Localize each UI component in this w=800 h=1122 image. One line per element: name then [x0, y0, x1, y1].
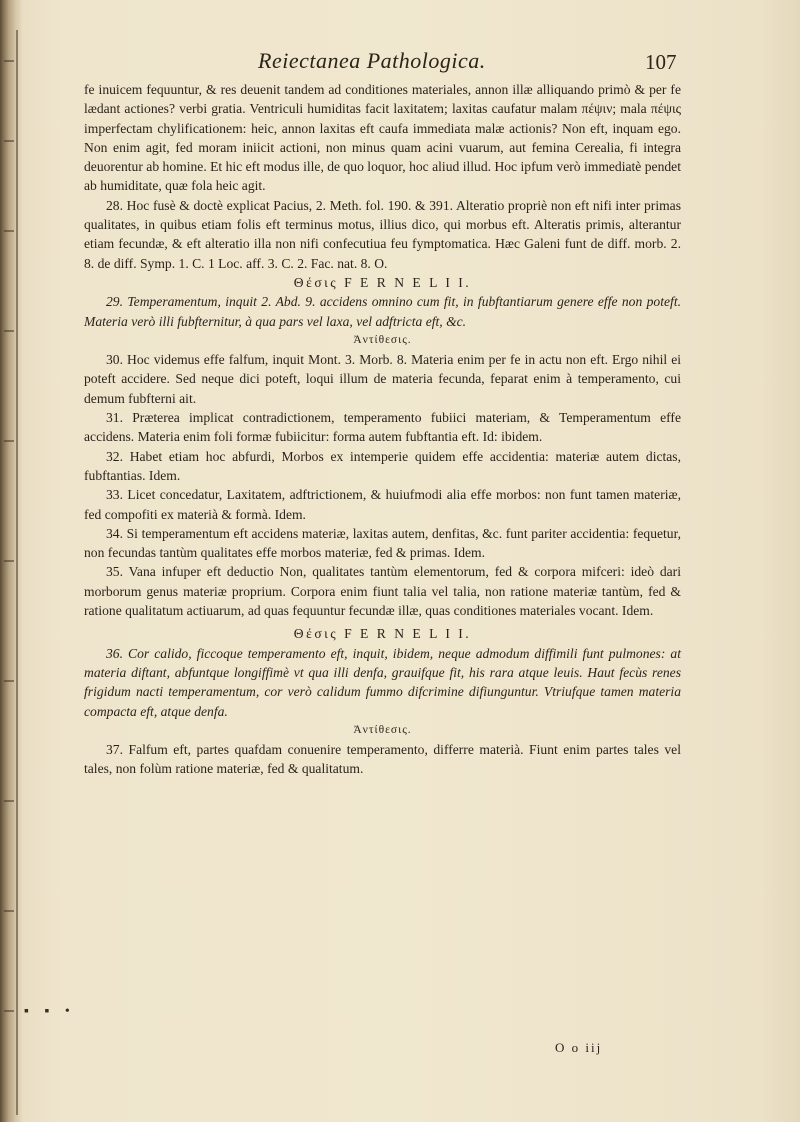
book-spine — [0, 0, 22, 1122]
catchword-signature: O o iij — [555, 1040, 603, 1055]
heading-antithesis-2: Ἀντίθεσις. — [353, 723, 412, 736]
paragraph-36: 36. Cor calido, ficcoque temperamento eft, inquit, ibidem, neque admodum diffimili funt pulmones: at materia diftant, abfuntque longiffimè vt qua illi denfa, grauifque fit, his rara atque leuis. Haut fecùs renes frigidum nacti temperamentum, cor verò calidum fummo difcrimine difiunguntur. Vtriufque tamen materia compacta eft, atque denfa. — [84, 645, 681, 719]
paragraph-31: 31. Præterea implicat contradictionem, temperamento fubiici materiam, & Temperamentum effe accidens. Materia enim foli formæ fubiicitur: forma autem fubftantia eft. Id: ibidem. — [84, 410, 681, 445]
paragraph-29: 29. Temperamentum, inquit 2. Abd. 9. accidens omnino cum fit, in fubftantiarum genere effe non poteft. Materia verò illi fubfternitur, à qua pars vel laxa, vel adftricta eft, &c. — [84, 294, 681, 329]
running-head: Reiectanea Pathologica. — [258, 48, 486, 73]
paragraph-intro: fe inuicem fequuntur, & res deuenit tandem ad conditiones materiales, annon illæ alliquando primò & per fe lædant actiones? verbi gratia. Ventriculi humiditas facit laxitatem; laxitas caufatur malam πέψιν; mala πέψις imperfectam chylificationem: heic, annon laxitas eft caufa immediata malæ actionis? Non eft, inquam ego. Non enim agit, fed moram iniicit actioni, non minus quam acini vuarum, aut femina Cerealia, fi integra deuorentur ab homine. Et hic eft modus ille, de quo loquor, hoc aliud illud. Hoc ipfum verò immediatè pendet ab humiditate, quæ fola heic agit. — [84, 82, 681, 194]
paragraph-33: 33. Licet concedatur, Laxitatem, adftrictionem, & huiufmodi alia effe morbos: non funt tamen materiæ, fed compofiti ex materià & formà. Idem. — [84, 487, 681, 522]
paragraph-37: 37. Falfum eft, partes quafdam conuenire temperamento, differre materià. Fiunt enim partes tales vel tales, non folùm ratione materiæ, fed & qualitatum. — [84, 742, 681, 777]
paragraph-28: 28. Hoc fusè & doctè explicat Pacius, 2. Meth. fol. 190. & 391. Alteratio propriè non eft nifi inter primas qualitates, in quibus etiam folis eft terminus motus, illius dico, qui morbus eft. Alteratis primis, alterantur etiam fecundæ, & eft alteratio illa non nifi confecutiua feu fymptomatica. Hæc Galeni funt de diff. morb. 2. 8. de diff. Symp. 1. C. 1 Loc. aff. 3. C. 2. Fac. nat. 8. O. — [84, 197, 681, 271]
spine-marks — [4, 0, 16, 1122]
paragraph-30: 30. Hoc videmus effe falfum, inquit Mont. 3. Morb. 8. Materia enim per fe in actu non eft. Ergo nihil ei poteft accidere. Sed neque dici poteft, loqui illum de materia fecunda, feparat enim à temperamento, cui demum fubfterni ait. — [84, 352, 681, 406]
spine-gutter-line — [16, 30, 18, 1115]
paragraph-32: 32. Habet etiam hoc abfurdi, Morbos ex intemperie quidem effe accidentia: materiæ autem dictas, fubftantias. Idem. — [84, 448, 681, 483]
main-text — [84, 80, 681, 779]
paragraph-35: 35. Vana infuper eft deductio Non, qualitates tantùm elementorum, fed & corpora mifceri: ideò dari morborum genus materiæ proprium. Corpora enim fiunt talia vel talia, non ratione materiæ tantùm, fed & ratione qualitatum actiuarum, ad quas fequuntur fecundæ illæ, quas conditiones materiales vocant. Idem. — [84, 564, 681, 619]
paragraph-34: 34. Si temperamentum eft accidens materiæ, laxitas autem, denfitas, &c. funt pariter accidentia: fequetur, non fecundas tantùm qualitates effe morbos materiæ, fed & primas. Idem. — [84, 525, 681, 561]
heading-thesis-fernelii-1: Θέσις F E R N E L I I. — [293, 274, 472, 290]
heading-antithesis-1: Ἀντίθεσις. — [353, 333, 412, 346]
page-number: 107 — [645, 50, 677, 74]
margin-marks: ▪ ▪ • — [24, 1004, 76, 1019]
page-header — [0, 48, 800, 78]
heading-thesis-fernelii-2: Θέσις F E R N E L I I. — [293, 626, 472, 642]
